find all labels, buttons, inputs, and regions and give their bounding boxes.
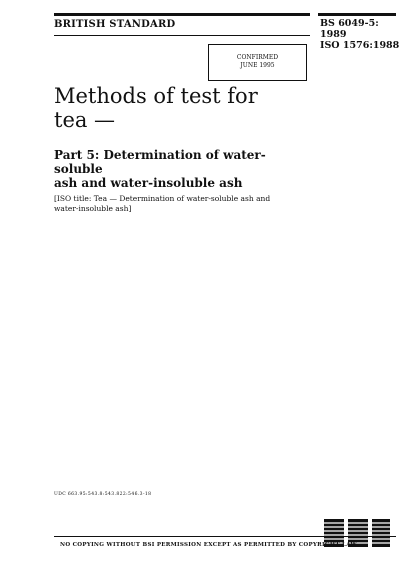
- part-title: [54, 148, 314, 190]
- standard-number-line: BS 6049-5:: [320, 18, 379, 29]
- udc-reference: UDC 663.95:543.8:543.822:546.3-18: [54, 492, 152, 497]
- iso-title-line: [ISO title: Tea — Determination of water-soluble ash and: [54, 194, 271, 203]
- standard-number-line: 1989: [320, 29, 347, 40]
- footer-rule: [54, 536, 396, 537]
- part-title-line: ash and water-insoluble ash: [54, 176, 243, 190]
- document-title-line: Methods of test for: [54, 84, 258, 108]
- confirmation-stamp: [208, 44, 307, 81]
- part-title-line: Part 5: Determination of water-soluble: [54, 148, 266, 176]
- header-rule-bottom: [54, 35, 310, 36]
- publisher-label: BRITISH STANDARD: [54, 19, 176, 30]
- standard-number: [320, 18, 399, 51]
- document-title-line: tea —: [54, 108, 116, 132]
- confirmation-line: CONFIRMED: [236, 54, 279, 61]
- iso-title-line: water-insoluble ash]: [54, 204, 132, 213]
- iso-title: [54, 194, 294, 214]
- header-rule-top: [54, 13, 310, 16]
- confirmation-line: JUNE 1995: [240, 62, 275, 69]
- standard-number-rule: [318, 13, 396, 16]
- copyright-notice: NO COPYING WITHOUT BSI PERMISSION EXCEPT AS PERMITTED BY COPYRIGHT LAW: [60, 542, 357, 548]
- document-title: [54, 84, 314, 132]
- standard-number-line: ISO 1576:1988: [320, 40, 400, 51]
